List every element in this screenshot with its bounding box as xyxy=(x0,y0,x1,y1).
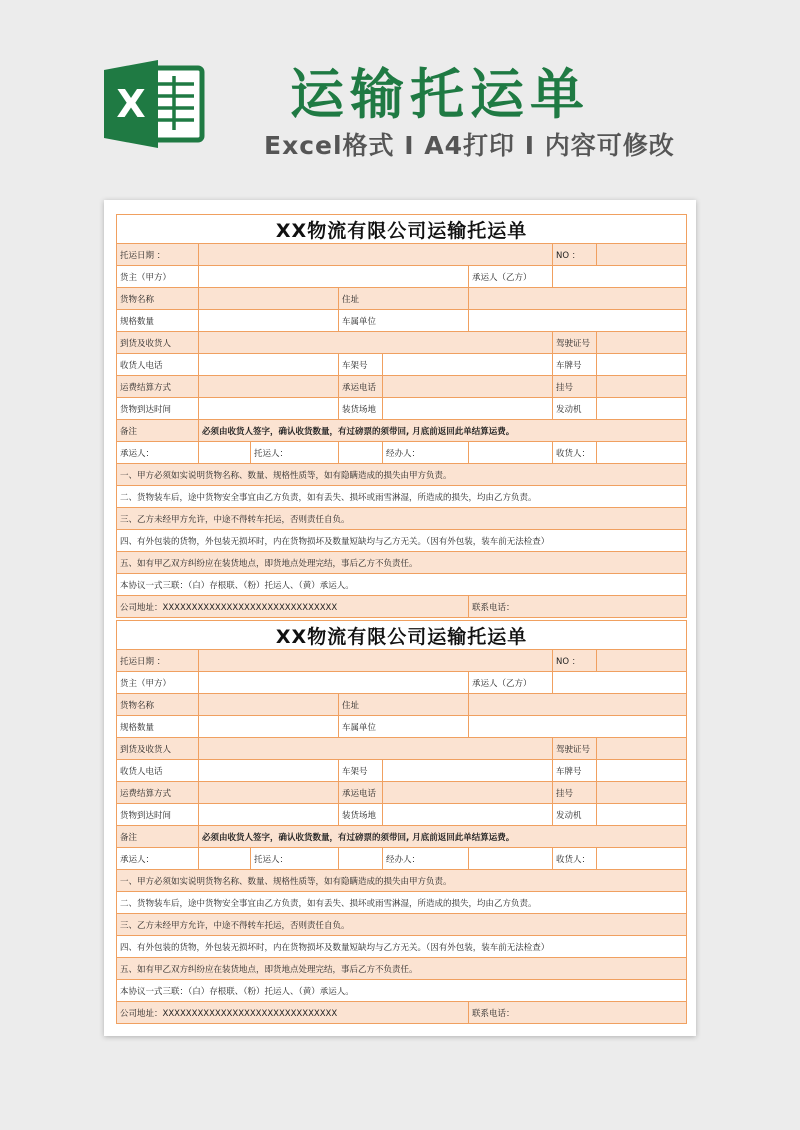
term-6: 本协议一式三联：（白）存根联、（粉）托运人、（黄）承运人。 xyxy=(117,574,687,596)
goods-name-value[interactable] xyxy=(199,694,339,716)
term-1: 一、甲方必须如实说明货物名称、数量、规格性质等，如有隐瞒造成的损失由甲方负责。 xyxy=(117,464,687,486)
payment-value[interactable] xyxy=(199,782,339,804)
route-label: 到货及收货人 xyxy=(117,738,199,760)
shipper-label: 货主（甲方） xyxy=(117,266,199,288)
receiver-sign-label: 收货人： xyxy=(553,442,597,464)
handler-label: 经办人： xyxy=(383,848,469,870)
carrier-phone-value[interactable] xyxy=(383,376,553,398)
receiver-sign-label: 收货人： xyxy=(553,848,597,870)
header xyxy=(0,0,800,200)
page-title: 运输托运单 xyxy=(290,63,590,126)
payment-value[interactable] xyxy=(199,376,339,398)
handler-label: 经办人： xyxy=(383,442,469,464)
vehicle-unit-value[interactable] xyxy=(469,716,687,738)
carrier-label: 承运人（乙方） xyxy=(469,672,553,694)
receiver-sign-value[interactable] xyxy=(597,848,687,870)
vehicle-unit-label: 车属单位 xyxy=(339,716,469,738)
shipper-value[interactable] xyxy=(199,672,469,694)
plate-no-value[interactable] xyxy=(597,354,687,376)
payment-label: 运费结算方式 xyxy=(117,376,199,398)
company-address: 公司地址：XXXXXXXXXXXXXXXXXXXXXXXXXXXXXX xyxy=(117,596,469,618)
remarks-text: 必须由收货人签字，确认收货数量，有过磅票的须带回, 月底前返回此单结算运费。 xyxy=(199,420,687,442)
route-value[interactable] xyxy=(199,738,553,760)
shipper-sign-label: 托运人： xyxy=(251,442,339,464)
handler-value[interactable] xyxy=(469,442,553,464)
carrier-value[interactable] xyxy=(553,266,687,288)
address-value[interactable] xyxy=(469,288,687,310)
engine-value[interactable] xyxy=(597,398,687,420)
remarks-label: 备注 xyxy=(117,420,199,442)
consignee-sign[interactable] xyxy=(199,442,251,464)
company-address: 公司地址：XXXXXXXXXXXXXXXXXXXXXXXXXXXXXX xyxy=(117,1002,469,1024)
form-title: XX物流有限公司运输托运单 xyxy=(117,215,687,244)
shipper-sign-label: 托运人： xyxy=(251,848,339,870)
ship-date-label: 托运日期 ： xyxy=(117,244,199,266)
spec-qty-label: 规格数量 xyxy=(117,716,199,738)
arrival-time-label: 货物到达时间 xyxy=(117,398,199,420)
spec-qty-label: 规格数量 xyxy=(117,310,199,332)
address-value[interactable] xyxy=(469,694,687,716)
no-label: NO ： xyxy=(553,650,597,672)
no-value[interactable] xyxy=(597,244,687,266)
carrier-value[interactable] xyxy=(553,672,687,694)
spec-qty-value[interactable] xyxy=(199,716,339,738)
loading-place-value[interactable] xyxy=(383,398,553,420)
trailer-value[interactable] xyxy=(597,782,687,804)
shipper-label: 货主（甲方） xyxy=(117,672,199,694)
license-label: 驾驶证号 xyxy=(553,738,597,760)
contact-phone: 联系电话： xyxy=(469,596,687,618)
license-value[interactable] xyxy=(597,332,687,354)
consignee-label: 承运人： xyxy=(117,442,199,464)
engine-label: 发动机 xyxy=(553,398,597,420)
plate-no-value[interactable] xyxy=(597,760,687,782)
carrier-label: 承运人（乙方） xyxy=(469,266,553,288)
waybill-form-2 xyxy=(116,620,686,1024)
vehicle-unit-value[interactable] xyxy=(469,310,687,332)
engine-value[interactable] xyxy=(597,804,687,826)
goods-name-label: 货物名称 xyxy=(117,288,199,310)
payment-label: 运费结算方式 xyxy=(117,782,199,804)
carrier-phone-label: 承运电话 xyxy=(339,376,383,398)
spec-qty-value[interactable] xyxy=(199,310,339,332)
term-6: 本协议一式三联：（白）存根联、（粉）托运人、（黄）承运人。 xyxy=(117,980,687,1002)
term-2: 二、货物装车后，途中货物安全事宜由乙方负责，如有丢失、损坏或雨雪淋湿，所造成的损失，均由乙方负责。 xyxy=(117,486,687,508)
consignee-label: 承运人： xyxy=(117,848,199,870)
loading-place-label: 装货场地 xyxy=(339,804,383,826)
remarks-label: 备注 xyxy=(117,826,199,848)
term-4: 四、有外包装的货物，外包装无损坏时，内在货物损坏及数量短缺均与乙方无关。（因有外包装，装车前无法检查） xyxy=(117,530,687,552)
address-label: 住址 xyxy=(339,694,469,716)
frame-no-label: 车架号 xyxy=(339,760,383,782)
ship-date-value[interactable] xyxy=(199,650,553,672)
term-5: 五、如有甲乙双方纠纷应在装货地点，即货地点处理完结，事后乙方不负责任。 xyxy=(117,552,687,574)
form-title: XX物流有限公司运输托运单 xyxy=(117,621,687,650)
carrier-phone-value[interactable] xyxy=(383,782,553,804)
trailer-label: 挂号 xyxy=(553,782,597,804)
route-label: 到货及收货人 xyxy=(117,332,199,354)
page-subtitle: Excel格式 I A4打印 I 内容可修改 xyxy=(264,131,675,160)
shipper-sign-value[interactable] xyxy=(339,442,383,464)
receiver-phone-label: 收货人电话 xyxy=(117,354,199,376)
document-paper xyxy=(104,200,696,1036)
arrival-time-value[interactable] xyxy=(199,398,339,420)
consignee-sign[interactable] xyxy=(199,848,251,870)
excel-logo-icon xyxy=(102,58,206,150)
license-value[interactable] xyxy=(597,738,687,760)
shipper-sign-value[interactable] xyxy=(339,848,383,870)
trailer-label: 挂号 xyxy=(553,376,597,398)
handler-value[interactable] xyxy=(469,848,553,870)
route-value[interactable] xyxy=(199,332,553,354)
ship-date-value[interactable] xyxy=(199,244,553,266)
receiver-sign-value[interactable] xyxy=(597,442,687,464)
term-3: 三、乙方未经甲方允许，中途不得转车托运，否则责任自负。 xyxy=(117,508,687,530)
term-4: 四、有外包装的货物，外包装无损坏时，内在货物损坏及数量短缺均与乙方无关。（因有外包装，装车前无法检查） xyxy=(117,936,687,958)
frame-no-value[interactable] xyxy=(383,760,553,782)
frame-no-label: 车架号 xyxy=(339,354,383,376)
waybill-table xyxy=(116,620,687,1024)
goods-name-value[interactable] xyxy=(199,288,339,310)
svg-text:X: X xyxy=(116,82,146,126)
engine-label: 发动机 xyxy=(553,804,597,826)
plate-no-label: 车牌号 xyxy=(553,354,597,376)
frame-no-value[interactable] xyxy=(383,354,553,376)
trailer-value[interactable] xyxy=(597,376,687,398)
receiver-phone-value[interactable] xyxy=(199,760,339,782)
carrier-phone-label: 承运电话 xyxy=(339,782,383,804)
vehicle-unit-label: 车属单位 xyxy=(339,310,469,332)
license-label: 驾驶证号 xyxy=(553,332,597,354)
term-5: 五、如有甲乙双方纠纷应在装货地点，即货地点处理完结，事后乙方不负责任。 xyxy=(117,958,687,980)
plate-no-label: 车牌号 xyxy=(553,760,597,782)
no-label: NO ： xyxy=(553,244,597,266)
no-value[interactable] xyxy=(597,650,687,672)
remarks-text: 必须由收货人签字，确认收货数量，有过磅票的须带回, 月底前返回此单结算运费。 xyxy=(199,826,687,848)
term-1: 一、甲方必须如实说明货物名称、数量、规格性质等，如有隐瞒造成的损失由甲方负责。 xyxy=(117,870,687,892)
term-2: 二、货物装车后，途中货物安全事宜由乙方负责，如有丢失、损坏或雨雪淋湿，所造成的损失，均由乙方负责。 xyxy=(117,892,687,914)
address-label: 住址 xyxy=(339,288,469,310)
contact-phone: 联系电话： xyxy=(469,1002,687,1024)
loading-place-label: 装货场地 xyxy=(339,398,383,420)
arrival-time-label: 货物到达时间 xyxy=(117,804,199,826)
term-3: 三、乙方未经甲方允许，中途不得转车托运，否则责任自负。 xyxy=(117,914,687,936)
ship-date-label: 托运日期 ： xyxy=(117,650,199,672)
shipper-value[interactable] xyxy=(199,266,469,288)
receiver-phone-label: 收货人电话 xyxy=(117,760,199,782)
receiver-phone-value[interactable] xyxy=(199,354,339,376)
goods-name-label: 货物名称 xyxy=(117,694,199,716)
waybill-table xyxy=(116,214,687,618)
loading-place-value[interactable] xyxy=(383,804,553,826)
waybill-form-1 xyxy=(116,214,686,618)
arrival-time-value[interactable] xyxy=(199,804,339,826)
